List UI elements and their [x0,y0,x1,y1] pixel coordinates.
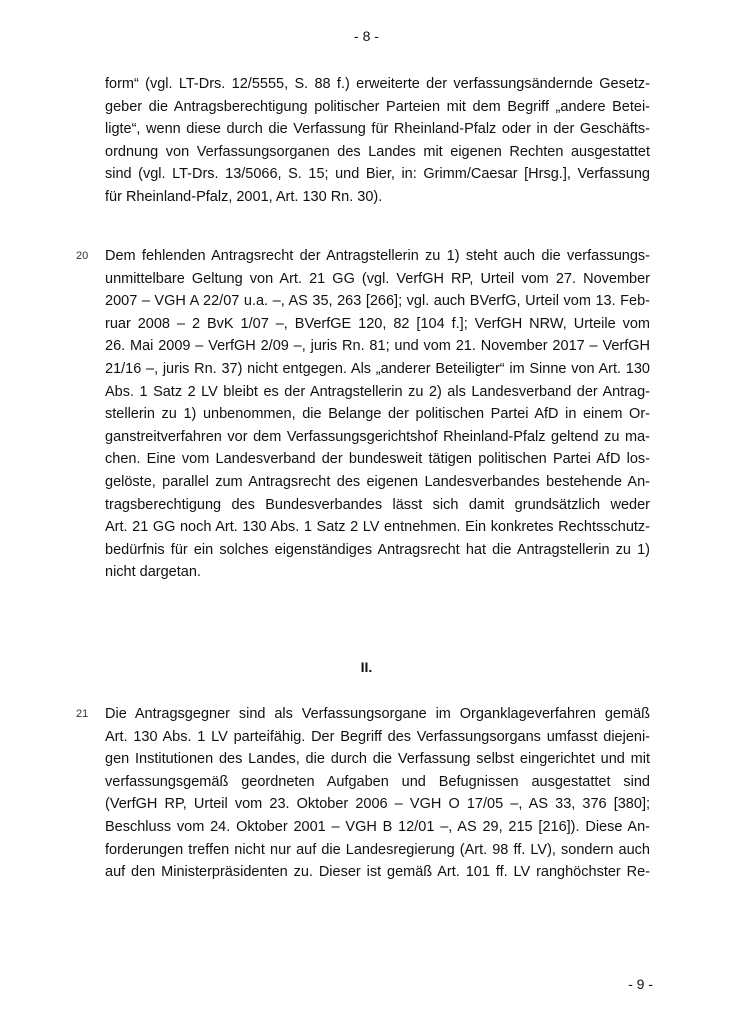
paragraph-continuation [105,73,650,209]
section-heading: II. [360,659,373,675]
text-line: sind (vgl. LT-Drs. 13/5066, S. 15; und Bier, in: Grimm/Caesar [Hrsg.], Verfassung [105,166,650,183]
text-line: 21/16 –, juris Rn. 37) nicht entgegen. Als „anderer Beteiligter“ im Sinne von Art. 130 [105,360,650,377]
text-line: form“ (vgl. LT-Drs. 12/5555, S. 88 f.) erweiterte der verfassungsändernde Gesetz- [105,76,650,92]
text-line: ruar 2008 – 2 BvK 1/07 –, BVerfGE 120, 82 [104 f.]; VerfGH NRW, Urteile vom [105,315,650,332]
text-line: (VerfGH RP, Urteil vom 23. Oktober 2006 – VGH O 17/05 –, AS 33, 376 [380]; [105,796,650,813]
text-line: chen. Eine vom Landesverband der bundesweit tätigen politischen Partei AfD los- [105,451,650,468]
text-line: auf den Ministerpräsidenten zu. Dieser ist gemäß Art. 101 ff. LV ranghöchster Re- [105,864,650,881]
text-line: geber die Antragsberechtigung politischer Parteien mit dem Begriff „andere Betei- [105,98,650,115]
text-line: verfassungsgemäß geordneten Aufgaben und Befugnissen ausgestattet sind [105,773,650,790]
text-line: Die Antragsgegner sind als Verfassungsorgane im Organklageverfahren gemäß [105,706,650,722]
page-header-number: - 8 - [354,28,379,44]
text-line: unmittelbare Geltung von Art. 21 GG (vgl. VerfGH RP, Urteil vom 27. November [105,270,650,287]
text-line: Art. 130 Abs. 1 LV parteifähig. Der Begriff des Verfassungsorgans umfasst diejeni- [105,728,650,745]
paragraph-20 [105,245,650,584]
text-line: ordnung von Verfassungsorganen des Landes mit eigenen Rechten ausgestattet [105,143,650,160]
paragraph-number: 20 [76,250,89,262]
text-line: Art. 21 GG noch Art. 130 Abs. 1 Satz 2 LV entnehmen. Ein konkretes Rechtsschutz- [105,519,650,536]
text-line: 2007 – VGH A 22/07 u.a. –, AS 35, 263 [266]; vgl. auch BVerfG, Urteil vom 13. Feb- [105,293,650,310]
text-line: ganstreitverfahren vor dem Verfassungsgerichtshof Rheinland-Pfalz geltend zu ma- [105,428,650,445]
text-line: nicht dargetan. [105,564,201,581]
text-line: stellerin zu 1) unbenommen, die Belange der politischen Partei AfD in einem Or- [105,406,650,423]
text-line: gen Institutionen des Landes, die durch die Verfassung selbst eingerichtet und mit [105,751,650,768]
paragraph-21 [105,703,650,884]
text-line: 26. Mai 2009 – VerfGH 2/09 –, juris Rn. 81; und vom 21. November 2017 – VerfGH [105,338,650,355]
text-line: bedürfnis für ein solches eigenständiges Antragsrecht hat die Antragstellerin zu 1) [105,541,650,558]
text-line: forderungen treffen nicht nur auf die Landesregierung (Art. 98 ff. LV), sondern auch [105,841,650,858]
text-line: Dem fehlenden Antragsrecht der Antragstellerin zu 1) steht auch die verfassungs- [105,248,650,264]
text-line: tragsberechtigung des Bundesverbandes lässt sich damit grundsätzlich weder [105,496,650,513]
paragraph-number: 21 [76,708,89,720]
text-line: Beschluss vom 24. Oktober 2001 – VGH B 12/01 –, AS 29, 215 [216]). Diese An- [105,818,650,835]
page-footer-number: - 9 - [628,976,653,992]
text-line: gelöste, parallel zum Antragsrecht des eigenen Landesverbandes bestehende An- [105,473,650,490]
text-line: ligte“, wenn diese durch die Verfassung für Rheinland-Pfalz oder in der Geschäfts- [105,121,650,138]
text-line: Abs. 1 Satz 2 LV bleibt es der Antragstellerin zu 2) als Landesverband der Antrag- [105,383,650,400]
text-line: für Rheinland-Pfalz, 2001, Art. 130 Rn. 30). [105,188,383,205]
